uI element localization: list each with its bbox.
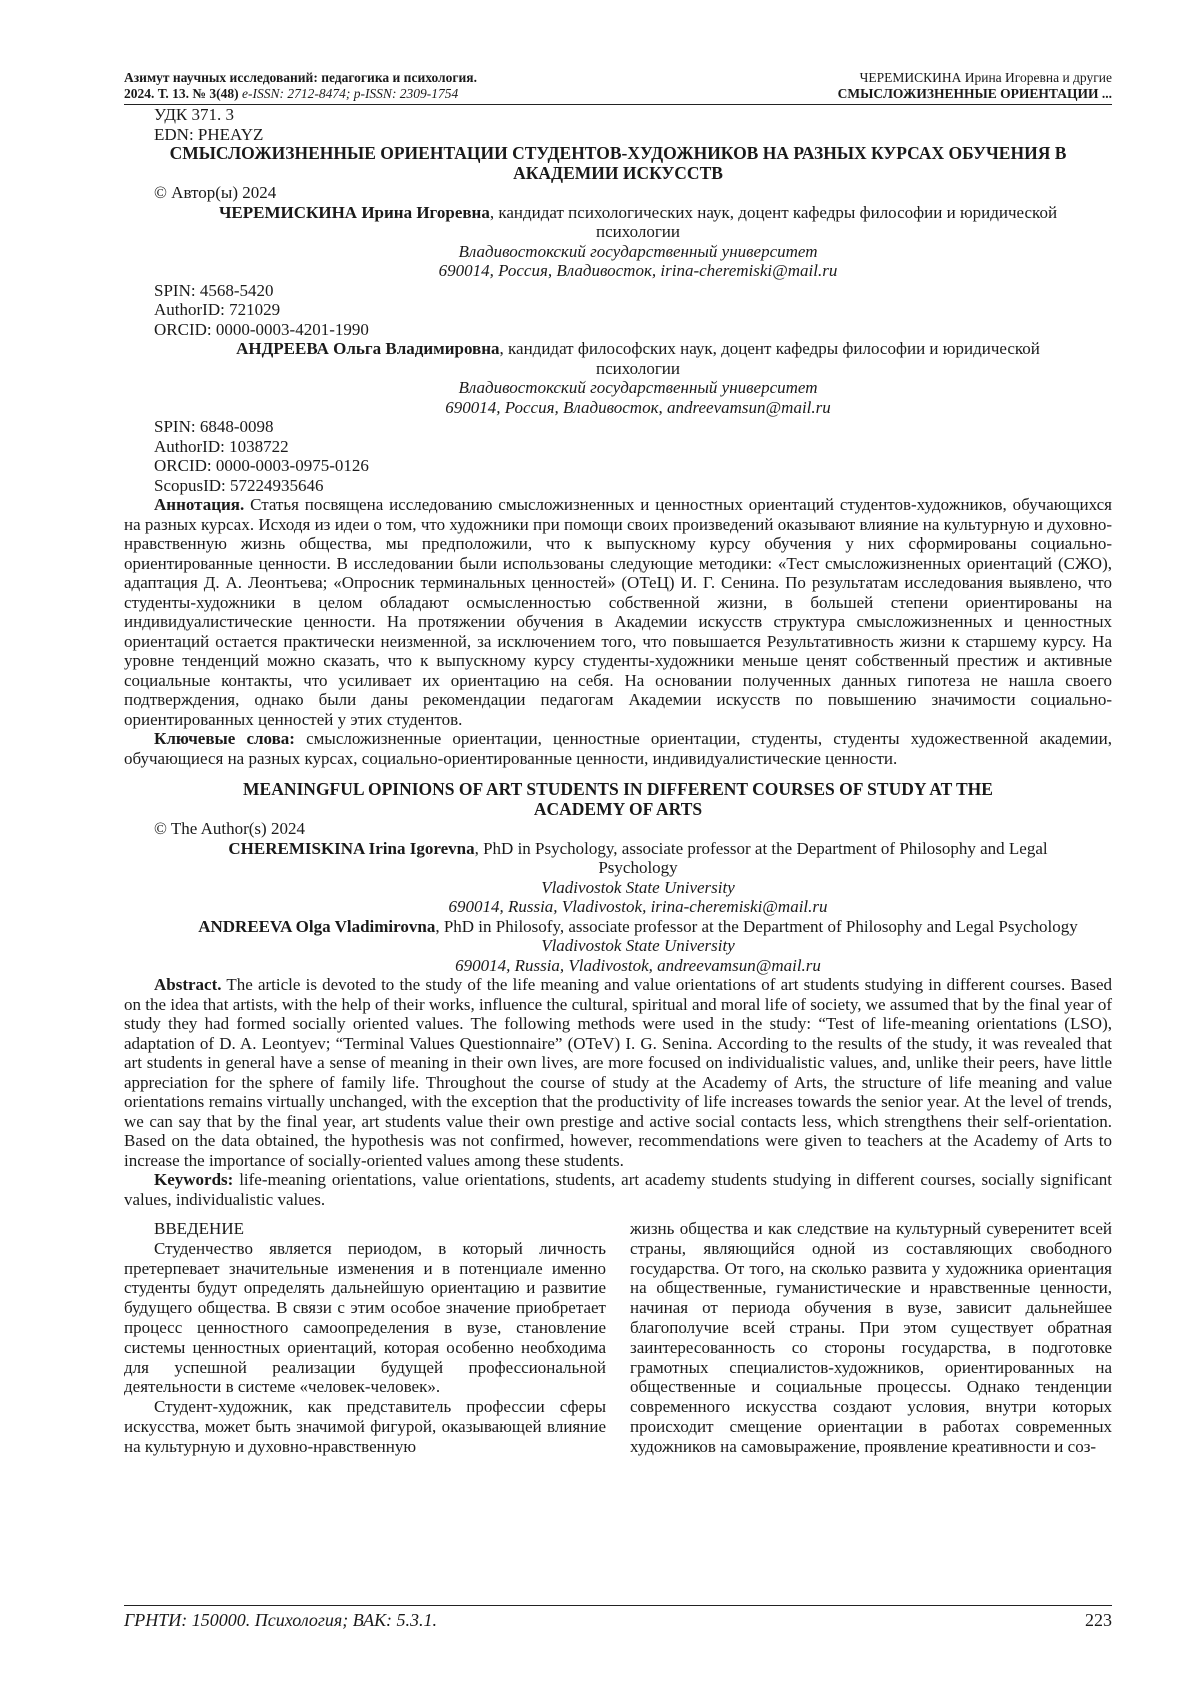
article-page xyxy=(124,70,1112,1457)
author-1-en xyxy=(124,839,1112,878)
section-heading-intro: ВВЕДЕНИЕ xyxy=(154,1219,244,1238)
edn: EDN: PHEAYZ xyxy=(154,124,264,144)
author-id-scopus: ScopusID: 57224935646 xyxy=(154,475,324,495)
keywords-ru xyxy=(124,729,1112,768)
author-university: Vladivostok State University xyxy=(541,877,735,897)
author-name: ЧЕРЕМИСКИНА Ирина Игоревна xyxy=(218,202,490,222)
author-name: CHEREMISKINA Irina Igorevna xyxy=(228,838,475,858)
journal-info xyxy=(124,70,477,102)
author-name: ANDREEVA Olga Vladimirovna xyxy=(198,916,436,936)
page-number: 223 xyxy=(1085,1610,1112,1630)
author-address: 690014, Russia, Vladivostok, irina-cheremiski@mail.ru xyxy=(448,897,828,916)
abstract-text: The article is devoted to the study of the life meaning and value orientations of art students studying in different courses. Based on the idea that artists, with the help of their works, influence the cultural, spiritual and moral life of society, we assumed that by the final year of study they had formed socially oriented values. The following methods were used in the study: “Test of life-meaning orientations (LSO), adaptation of D. A. Leontyev; “Terminal Values Questionnaire” (OTeV) I. G. Senina. According to the results of the study, it was revealed that art students in general have a sense of meaning in their own lives, are more focused on individualistic values, and, unlike their peers, have little appreciation for the sphere of family life. Throughout the course of study at the Academy of Arts, the structure of life meaning and value orientations remains virtually unchanged, with the exception that the productivity of life increases towards the senior year. At the level of trends, we can say that by the final year, art students value their own prestige and active social contacts less, which strengthens their self-orientation. Based on the data obtained, the hypothesis was not confirmed, however, recommendations were given to teachers at the Academy of Arts to increase the importance of socially-oriented values among these students. xyxy=(124,975,1112,1170)
author-id-authorid: AuthorID: 1038722 xyxy=(154,436,289,456)
keywords-label: Keywords: xyxy=(154,1170,234,1189)
journal-volume: 2024. Т. 13. № 3(48) xyxy=(124,86,239,101)
abstract-label: Аннотация. xyxy=(154,495,245,514)
copyright-en: © The Author(s) 2024 xyxy=(154,819,305,838)
author-id-orcid: ORCID: 0000-0003-0975-0126 xyxy=(154,456,369,475)
udk: УДК 371. 3 xyxy=(154,105,235,124)
author-address: 690014, Россия, Владивосток, andreevamsun@mail.ru xyxy=(445,397,831,417)
author-position: , кандидат психологических наук, доцент кафедры философии и юридической психологии xyxy=(489,202,1058,241)
running-header xyxy=(124,70,1112,105)
author-university: Владивостокский государственный университет xyxy=(458,241,818,261)
keywords-text: смысложизненные ориентации, ценностные ориентации, студенты, студенты художественной академии, обучающиеся на разных курсах, социально-ориентированные ценности, индивидуалистические ценности. xyxy=(124,729,1112,768)
abstract-en xyxy=(124,975,1112,1170)
author-id-spin: SPIN: 6848-0098 xyxy=(154,417,274,436)
abstract-ru xyxy=(124,495,1112,729)
body-paragraph: Студенчество является периодом, в который личность претерпевает значительные изменения и в потенциале именно студенты будут определять дальнейшую ориентацию и развитие будущего общества. В связи с этим особое значение приобретает процесс ценностного самоопределения в вузе, становление системы ценностных ориентаций, которая особенно необходима для успешной реализации будущей профессиональной деятельности в системе «человек-человек». xyxy=(124,1238,606,1397)
abstract-label: Abstract. xyxy=(154,975,222,994)
copyright-ru: © Автор(ы) 2024 xyxy=(154,183,277,202)
author-position: , кандидат философских наук, доцент кафедры философии и юридической психологии xyxy=(499,339,1040,378)
author-address: 690014, Россия, Владивосток, irina-cheremiski@mail.ru xyxy=(438,261,838,280)
author-address: 690014, Russia, Vladivostok, andreevamsun@mail.ru xyxy=(455,955,821,975)
left-column xyxy=(124,1219,606,1457)
page-footer xyxy=(124,1605,1112,1631)
journal-name: Азимут научных исследований: педагогика и психология. xyxy=(124,70,477,85)
body-paragraph: жизнь общества и как следствие на культурный суверенитет всей страны, являющийся одной из составляющих свободного государства. От того, на сколько развита у художника ориентация на общественные, гуманистические и нравственные ценности, начиная от периода обучения в вузе, зависит дальнейшее благополучие всей страны. При этом существует обратная заинтересованность со стороны государства, в подготовке грамотных специалистов-художников, ориентированных на общественные и социальные процессы. Однако тенденции современного искусства создают условия, внутри которых происходит смещение ориентации в работах современных художников на самовыражение, проявление креативности и соз- xyxy=(630,1219,1112,1456)
keywords-en xyxy=(124,1170,1112,1209)
body-columns xyxy=(124,1219,1112,1457)
author-1-ru xyxy=(124,203,1112,242)
running-title: СМЫСЛОЖИЗНЕННЫЕ ОРИЕНТАЦИИ ... xyxy=(837,86,1112,101)
right-column xyxy=(630,1219,1112,1457)
abstract-text: Статья посвящена исследованию смысложизненных и ценностных ориентаций студентов-художников, обучающихся на разных курсах. Исходя из идеи о том, что художники при помощи своих произведений оказывают влияние на культурную и духовно-нравственную жизнь общества, мы предположили, что к выпускному курсу обучения у них сформированы социально-ориентированные ценности. В исследовании были использованы следующие методики: «Тест смысложизненных ориентаций (СЖО), адаптация Д. А. Леонтьева; «Опросник терминальных ценностей» (ОТеЦ) И. Г. Сенина. По результатам исследования выявлено, что студенты-художники в целом обладают осмысленностью собственной жизни, в большей степени ориентированы на индивидуалистические ценности. На протяжении обучения в Академии искусств структура смысложизненных и ценностных ориентаций остается практически неизменной, за исключением того, что повышается Результативность жизни к старшему курсу. На уровне тенденций можно сказать, что к выпускному курсу студенты-художники меньше ценят собственный престиж и активные социальные контакты, что усиливает их ориентацию на себя. На основании полученных данных гипотеза не нашла своего подтверждения, однако были даны рекомендации педагогам Академии искусств по повышению значимости социально-ориентированных ценностей у этих студентов. xyxy=(124,495,1112,729)
keywords-label: Ключевые слова: xyxy=(154,729,295,748)
author-id-spin: SPIN: 4568-5420 xyxy=(154,280,274,300)
running-authors: ЧЕРЕМИСКИНА Ирина Игоревна и другие xyxy=(859,70,1112,85)
journal-issn: e-ISSN: 2712-8474; p-ISSN: 2309-1754 xyxy=(238,86,459,101)
author-university: Vladivostok State University xyxy=(541,936,735,955)
footer-classification: ГРНТИ: 150000. Психология; ВАК: 5.3.1. xyxy=(124,1610,438,1630)
author-position: , PhD in Philosofy, associate professor at the Department of Philosophy and Legal Psychology xyxy=(435,916,1078,936)
author-name: АНДРЕЕВА Ольга Владимировна xyxy=(236,339,500,358)
title-en: MEANINGFUL OPINIONS OF ART STUDENTS IN DIFFERENT COURSES OF STUDY AT THE ACADEMY OF ARTS xyxy=(243,779,993,819)
keywords-text: life-meaning orientations, value orientations, students, art academy students studying in different courses, socially significant values, individualistic values. xyxy=(124,1170,1112,1209)
article-running-title xyxy=(838,70,1112,102)
title-ru: СМЫСЛОЖИЗНЕННЫЕ ОРИЕНТАЦИИ СТУДЕНТОВ-ХУДОЖНИКОВ НА РАЗНЫХ КУРСАХ ОБУЧЕНИЯ В АКАДЕМИИ ИСКУССТВ xyxy=(169,143,1067,183)
body-paragraph: Студент-художник, как представитель профессии сферы искусства, может быть значимой фигурой, оказывающей влияние на культурную и духовно-нравственную xyxy=(124,1397,606,1456)
author-2-en xyxy=(124,917,1112,937)
author-2-ru xyxy=(124,339,1112,378)
author-position: , PhD in Psychology, associate professor at the Department of Philosophy and Legal Psychology xyxy=(474,838,1048,877)
author-university: Владивостокский государственный университет xyxy=(458,378,818,397)
author-id-authorid: AuthorID: 721029 xyxy=(154,300,281,319)
author-id-orcid: ORCID: 0000-0003-4201-1990 xyxy=(154,319,369,339)
